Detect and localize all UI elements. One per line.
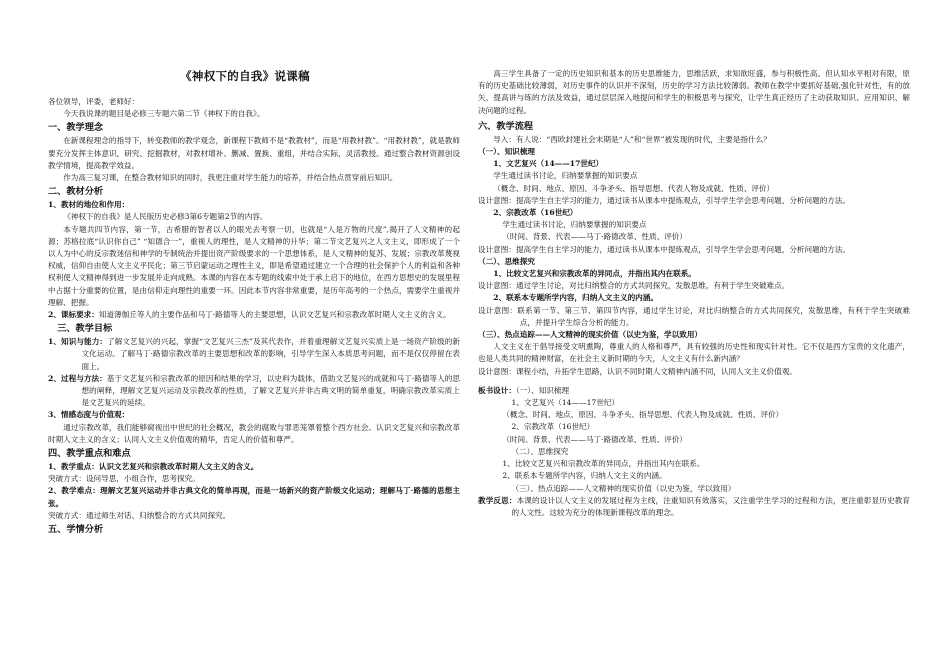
design-intent: 设计意图：联系第一节、第三节、第四节内容，通过学生讨论，对比归纳整合的方式共同探究，发散思维，有利于学生突破难点，并提升学生综合分析的能力。	[478, 305, 910, 327]
text: 认识文艺复兴和宗教改革时期人文主义的含义。	[98, 462, 259, 472]
heading-key-points: 四、教学重点和难点	[48, 448, 131, 460]
board-design	[478, 385, 910, 397]
board-line: （概念、时间、地点、原因、斗争矛头、指导思想、代表人物及成就、性质、评价）	[502, 410, 784, 420]
text: 学生通过读书讨论，归纳要掌握的知识要点	[493, 171, 638, 181]
board-line: （二）、思维探究	[511, 446, 569, 456]
difficult-point	[48, 485, 460, 509]
design-intent: 设计意图：提高学生自主学习的能力，通过读书从课本中提炼观点，引导学生学会思考问题，分析问题的方法。	[478, 244, 851, 254]
heading-textbook-analysis: 二、教材分析	[48, 186, 104, 198]
text: 本课的设计以人文主义的发展过程为主线，注重知识有效落实，又注重学生学习的过程和方法，更注重彰显历史教育的人文性。这较为充分的体现新课程改革的理念。	[511, 495, 911, 517]
method: 突破方式：通过师生对话、归纳整合的方式共同探究。	[48, 510, 231, 520]
text: 学生通过读书讨论，归纳要掌握的知识要点	[502, 220, 647, 230]
label: 2、课标要求：	[48, 310, 99, 320]
design-intent: 设计意图：通过学生讨论，对比归纳整合的方式共同探究，发散思维，有利于学生突破难点。	[478, 281, 790, 291]
board-line: 1、文艺复兴（14——17世纪）	[511, 398, 620, 408]
greeting: 各位领导，评委，老师好：	[48, 97, 140, 106]
label: 教学反思：	[478, 495, 517, 505]
subheading: 2、联系本专题所学内容，归纳人文主义的内涵。	[493, 293, 658, 303]
subheading: 1、比较文艺复兴和宗教改革的异同点，并指出其内在联系。	[493, 269, 696, 279]
intro: 今天我说课的题目是必修三专题六第二节《神权下的自我》。	[63, 109, 265, 119]
heading-teaching-philosophy: 一、教学理念	[48, 122, 104, 134]
right-column	[478, 68, 910, 519]
design-intent: 设计意图：提高学生自主学习的能力，通过读书从课本中提炼观点，引导学生学会思考问题、分析问题的方法。	[478, 195, 851, 205]
subheading: 3、情感态度与价值观：	[48, 410, 130, 420]
subheading: 1、文艺复兴（14——17世纪）	[493, 159, 604, 169]
teaching-reflection	[478, 495, 910, 519]
method: 突破方式：设问导思，小组合作，思考探究。	[48, 474, 200, 484]
text: （时间、背景、代表——马丁·路德改革、性质、评价）	[502, 232, 687, 242]
text: 了解文艺复兴的兴起，掌握“文艺复兴三杰”及其代表作，并着重理解文艺复兴实质上是一场资产阶级的新文化运动。了解马丁·路德宗教改革的主要思想和改革的影响，引导学生深入本质思考问题，而不是仅仅停留在表面上。	[81, 337, 460, 371]
subheading: （三）、热点追踪——人文精神的现实价值（以史为鉴，学以致用）	[478, 330, 703, 340]
line: （一）、知识梳理	[515, 385, 570, 395]
subheading: 1、教材的地位和作用：	[48, 200, 130, 210]
board-line: （时间、背景、代表——马丁·路德改革、性质、评价）	[502, 434, 687, 444]
text: 知道薄伽丘等人的主要作品和马丁·路德等人的主要思想，认识文艺复兴和宗教改革时期人文主义的含义。	[98, 310, 451, 320]
label: 1、教学重点：	[48, 462, 99, 472]
heading-student-analysis: 五、学情分析	[48, 524, 104, 536]
board-line: 1、比较文艺复兴和宗教改革的异同点，并指出其内在联系。	[502, 459, 705, 469]
paragraph: 作为高三复习课，在整合教材知识的同时，我更注重对学生能力的培养，并结合热点贯穿前后知识。	[63, 173, 398, 183]
heading-teaching-goals: 三、教学目标	[57, 323, 113, 335]
paragraph: 人文主义在于倡导接受文明熏陶，尊重人的人格和尊严，具有较强的历史性和现实针对性。它不仅是西方宝贵的文化遗产，也是人类共同的精神财富，在社会主义新时期的今天，人文主义有什么新内涵？	[478, 342, 910, 364]
paragraph: 本专题共四节内容，第一节，古希腊的智者以人的眼光去考察一切，也就是“人是万物的尺度”,揭开了人文精神的起源；苏格拉底“认识你自己” “知德合一”，重视人的理性，是人文精神的升华；第二节文艺复兴之人文主义，即形成了一个以人为中心的反宗教迷信和神学的专制统治并提出资产阶级要求的一个思想体系，是人文精神的复苏、发展；宗教改革蔑视权威，信仰自由使人文主义平民化；第三节启蒙运动之理性主义，即是希望通过建立一个合理的社会保护个人的利益和各种权利使人文精神得到进一步发展并走向成熟。本课的内容在本专题的线索中处于承上启下的地位，在西方思想史的发展里程中占据十分重要的位置，是由信仰走向理性的重要一环。因此本节内容非常重要，是历年高考的一个热点，需要学生重视并理解、把握。	[48, 224, 460, 307]
board-line: 2、联系本专题所学内容，归纳人文主义的内涵。	[502, 471, 667, 481]
paragraph: 通过宗教改革，我们能够窥视出中世纪的社会概况，教会的腐败与罪恶笼罩着整个西方社会。认识文艺复兴和宗教改革时期人文主义的含义；认同人文主义价值观的精华，肯定人的价值和尊严。	[48, 422, 460, 444]
text: 理解文艺复兴运动并非古典文化的简单再现，而是一场新兴的资产阶级文化运动；理解马丁·路德的思想主张。	[48, 486, 460, 508]
board-line: （三）、热点追踪——人文精神的现实价值（以史为鉴，学以致用）	[511, 483, 736, 493]
key-point	[48, 461, 460, 473]
heading-teaching-process: 六、教学流程	[478, 120, 534, 132]
lead-in: 导入：有人说：“西欧封建社会末期是“人”和“世界”被发现的时代，主要是指什么？	[493, 134, 771, 144]
goal-knowledge	[48, 336, 460, 373]
document-title: 《神权下的自我》说课稿	[180, 69, 310, 83]
subheading: （一）、知识梳理	[478, 147, 535, 157]
left-column	[48, 96, 460, 537]
goal-process	[48, 373, 460, 410]
paragraph: 在新课程理念的指导下，转变教师的教学观念，新课程下教师不是“教教材”，而是“用教材教”。“用教材教”，就是教师要充分发挥主体意识，研究、挖掘教材，对教材增补、删减、置换、重组，并结合实际，灵活教授。通过整合教材资源创设教学情境，提高教学效益。	[48, 136, 460, 170]
label: 2、过程与方法：	[48, 373, 107, 383]
paragraph: 《神权下的自我》是人民版历史必修3第6专题第2节的内容。	[63, 212, 268, 222]
text: （概念、时间、地点、原因、斗争矛头、指导思想、代表人物及成就、性质、评价）	[493, 183, 775, 193]
label: 板书设计：	[478, 385, 516, 395]
paragraph: 高三学生具备了一定的历史知识和基本的历史思维能力，思维活跃，求知欲旺盛，参与积极性高。但认知水平相对有限，原有的历史基础比较薄弱，对历史事件的认识并不深刻，历史的学习方法比较薄弱。教师在教学中要抓好基础,强化针对性，有的放矢，提高讲与练的方法及效益，通过层层深入地提问和学生的积极思考与探究，让学生真正经历了主动获取知识、应用知识、解决问题的过程。	[478, 69, 910, 115]
design-intent: 设计意图：课程小结，升拓学生思路，认识不同时期人文精神内涵不同，认同人文主义价值观。	[478, 366, 797, 376]
curriculum-requirement	[48, 309, 460, 321]
label: 1、知识与能力：	[48, 337, 108, 347]
text: 基于文艺复兴和宗教改革的原因和结果的学习，以史料为载体，借助文艺复兴的成就和马丁·路德等人的思想的阐释，理解文艺复兴运动及宗教改革的性质，了解文艺复兴并非古典文明的简单重复，明确宗教改革实质上是文艺复兴的延续。	[81, 373, 460, 408]
subheading: （二）、思维探究	[478, 256, 535, 266]
label: 2、教学难点：	[48, 486, 101, 496]
board-line: 2、宗教改革（16世纪）	[511, 422, 595, 432]
subheading: 2、宗教改革（16世纪）	[493, 208, 578, 218]
